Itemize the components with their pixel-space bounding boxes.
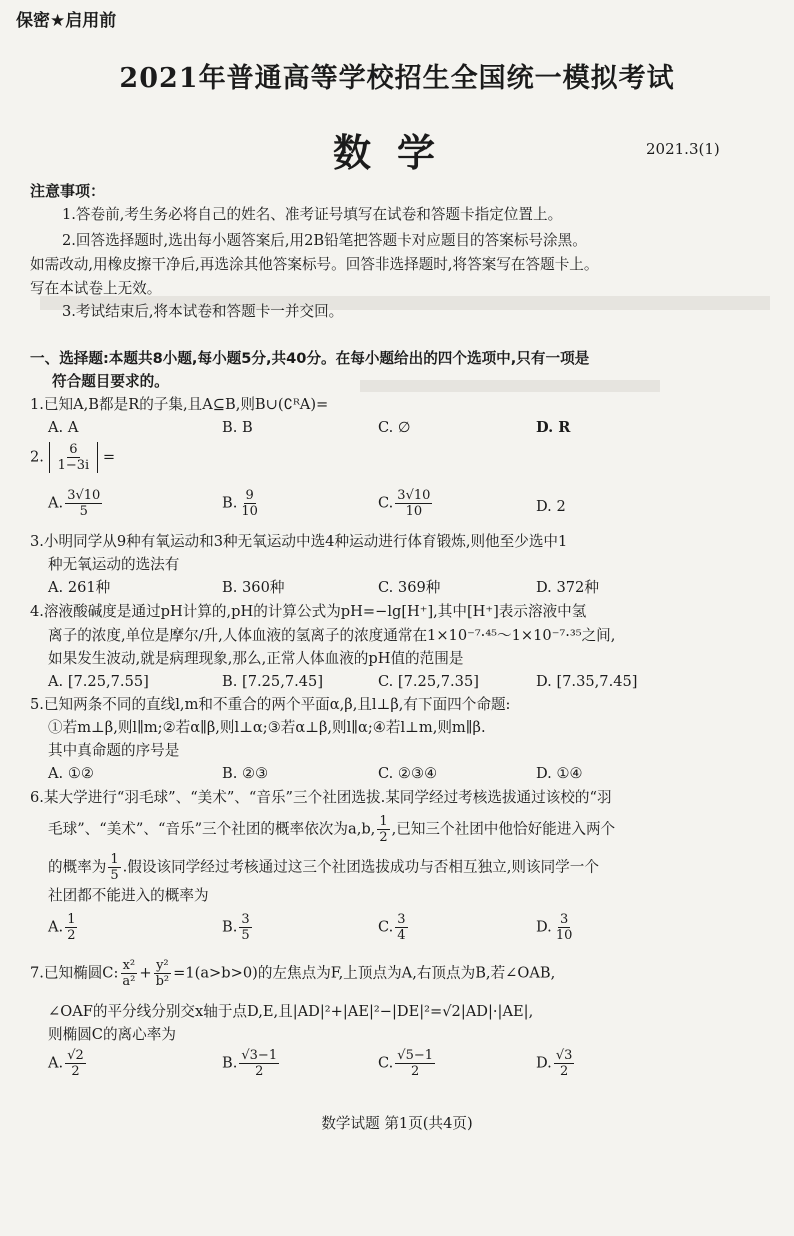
- question-stem: 其中真命题的序号是: [48, 742, 180, 759]
- option-c: C. [7.25,7.35]: [378, 673, 479, 690]
- denominator: 10: [555, 928, 573, 943]
- section-heading: 符合题目要求的。: [52, 373, 169, 390]
- option-d: D. 372种: [536, 579, 599, 596]
- question-stem: 种无氧运动的选法有: [48, 556, 180, 573]
- fraction: [56, 442, 92, 473]
- numerator: 9: [245, 488, 254, 503]
- question-stem: 1.已知A,B都是R的子集,且A⊆B,则B∪(∁ᴿA)=: [30, 396, 329, 413]
- text: +: [139, 964, 152, 982]
- page-footer: 数学试题 第1页(共4页): [321, 1115, 473, 1132]
- option-c: [378, 1048, 437, 1079]
- confidential-label: 保密★启用前: [16, 11, 117, 31]
- question-stem: [48, 814, 615, 845]
- denominator: 2: [379, 830, 388, 845]
- numerator: 3: [559, 912, 569, 927]
- fraction: [395, 1048, 435, 1079]
- notice-item: 3.考试结束后,将本试卷和答题卡一并交回。: [62, 303, 344, 320]
- denominator: 10: [405, 504, 423, 519]
- denominator: 1−3i: [57, 458, 90, 473]
- option-a: [48, 488, 104, 519]
- question-stem: [30, 958, 555, 989]
- option-d: [536, 1048, 576, 1079]
- option-label: B.: [222, 918, 238, 936]
- option-d: D. [7.35,7.45]: [536, 673, 638, 690]
- option-c: [378, 912, 410, 943]
- denominator: 5: [110, 868, 119, 883]
- option-d: [536, 912, 576, 943]
- option-b: B. B: [222, 419, 253, 436]
- question-stem: 5.已知两条不同的直线l,m和不重合的两个平面α,β,且l⊥β,有下面四个命题:: [30, 696, 511, 713]
- numerator: √3−1: [241, 1048, 278, 1063]
- notice-item: 1.答卷前,考生务必将自己的姓名、准考证号填写在试卷和答题卡指定位置上。: [62, 206, 563, 223]
- text: 的概率为: [48, 858, 107, 876]
- denominator: 2: [559, 1064, 569, 1079]
- fraction: [395, 488, 432, 519]
- denominator: 4: [397, 928, 406, 943]
- option-d: D. ①④: [536, 765, 583, 782]
- section-heading: 一、选择题:本题共8小题,每小题5分,共40分。在每小题给出的四个选项中,只有一项是: [30, 350, 590, 367]
- notice-item: 如需改动,用橡皮擦干净后,再选涂其他答案标号。回答非选择题时,将答案写在答题卡上。: [30, 256, 599, 273]
- denominator: 5: [241, 928, 250, 943]
- numerator: 1: [379, 814, 388, 829]
- option-label: A.: [48, 494, 64, 512]
- option-d: D. 2: [536, 498, 566, 515]
- question-stem: 离子的浓度,单位是摩尔/升,人体血液的氢离子的浓度通常在1×10⁻⁷·⁴⁵～1×10⁻⁷·³⁵之间,: [48, 627, 616, 644]
- option-c: C. 369种: [378, 579, 441, 596]
- denominator: a²: [122, 974, 136, 989]
- fraction: [65, 912, 77, 943]
- numerator: 3: [241, 912, 250, 927]
- option-b: [222, 488, 262, 519]
- question-stem: 如果发生波动,就是病理现象,那么,正常人体血液的pH值的范围是: [48, 650, 464, 667]
- numerator: 1: [110, 852, 119, 867]
- question-stem: 3.小明同学从9种有氧运动和3种无氧运动中选4种运动进行体育锻炼,则他至少选中1: [30, 533, 568, 550]
- option-label: C.: [378, 918, 394, 936]
- fraction: [65, 488, 102, 519]
- text: ,已知三个社团中他恰好能进入两个: [391, 820, 616, 838]
- option-a: A. ①②: [48, 765, 94, 782]
- text: 毛球”、“美术”、“音乐”三个社团的概率依次为a,b,: [48, 820, 376, 838]
- option-label: D.: [536, 1054, 552, 1072]
- absolute-value: [49, 442, 99, 473]
- option-c: C. ∅: [378, 419, 411, 436]
- option-a: A. [7.25,7.55]: [48, 673, 149, 690]
- question-stem: 6.某大学进行“羽毛球”、“美术”、“音乐”三个社团选拔.某同学经过考核选拔通过该校的“羽: [30, 789, 612, 806]
- denominator: 2: [255, 1064, 264, 1079]
- equals-sign: =: [102, 448, 116, 466]
- option-label: C.: [378, 494, 394, 512]
- denominator: 2: [71, 1064, 80, 1079]
- text: .假设该同学经过考核通过这三个社团选拔成功与否相互独立,则该同学一个: [122, 858, 599, 876]
- fraction: [395, 912, 407, 943]
- subject-title: 数学: [332, 130, 461, 175]
- option-b: B. [7.25,7.45]: [222, 673, 324, 690]
- question-stem: 社团都不能进入的概率为: [48, 887, 209, 904]
- option-label: B.: [222, 1054, 238, 1072]
- exam-title: 2021年普通高等学校招生全国统一模拟考试: [119, 63, 675, 94]
- denominator: 5: [79, 504, 88, 519]
- option-a: A. 261种: [48, 579, 111, 596]
- question-stem: [48, 852, 599, 883]
- notice-item: 写在本试卷上无效。: [30, 280, 162, 297]
- denominator: 2: [411, 1064, 420, 1079]
- option-a: [48, 1048, 88, 1079]
- option-label: A.: [48, 918, 64, 936]
- bleed-through-mark: [360, 380, 660, 392]
- option-a: A. A: [48, 419, 79, 436]
- option-c: C. ②③④: [378, 765, 438, 782]
- fraction: [120, 958, 137, 989]
- exam-date: 2021.3(1): [646, 140, 720, 158]
- fraction: [108, 852, 120, 883]
- fraction: [554, 1048, 575, 1079]
- question-stem: ∠OAF的平分线分别交x轴于点D,E,且|AD|²+|AE|²−|DE|²=√2|AD|·|AE|,: [48, 1003, 534, 1020]
- text: 7.已知椭圆C:: [30, 964, 119, 982]
- option-b: [222, 912, 254, 943]
- option-label: A.: [48, 1054, 64, 1072]
- question-stem: 4.溶液酸碱度是通过pH计算的,pH的计算公式为pH=−lg[H⁺],其中[H⁺]表示溶液中氢: [30, 603, 587, 620]
- numerator: x²: [122, 958, 136, 973]
- numerator: √5−1: [397, 1048, 434, 1063]
- fraction: [239, 488, 260, 519]
- option-c: [378, 488, 434, 519]
- notice-item: 2.回答选择题时,选出每小题答案后,用2B铅笔把答题卡对应题目的答案标号涂黑。: [62, 232, 587, 249]
- text: =1(a>b>0)的左焦点为F,上顶点为A,右顶点为B,若∠OAB,: [173, 964, 556, 982]
- denominator: 2: [67, 928, 76, 943]
- numerator: 1: [67, 912, 76, 927]
- option-b: B. ②③: [222, 765, 269, 782]
- notice-heading: 注意事项：: [30, 182, 106, 200]
- option-d: D. R: [536, 419, 571, 436]
- fraction: [65, 1048, 86, 1079]
- question-stem: 则椭圆C的离心率为: [48, 1026, 176, 1043]
- numerator: √2: [67, 1048, 84, 1063]
- numerator: 3: [397, 912, 406, 927]
- fraction: [377, 814, 389, 845]
- fraction: [154, 958, 172, 989]
- option-label: D.: [536, 918, 552, 936]
- denominator: b²: [155, 974, 170, 989]
- fraction: [239, 912, 251, 943]
- question-stem: [30, 442, 115, 473]
- option-label: C.: [378, 1054, 394, 1072]
- fraction: [554, 912, 575, 943]
- option-b: B. 360种: [222, 579, 285, 596]
- option-b: [222, 1048, 281, 1079]
- numerator: 3√10: [67, 488, 101, 503]
- option-label: B.: [222, 494, 238, 512]
- numerator: √3: [555, 1048, 573, 1063]
- question-stem: ①若m⊥β,则l∥m;②若α∥β,则l⊥α;③若α⊥β,则l∥α;④若l⊥m,则m∥β.: [48, 719, 486, 736]
- fraction: [239, 1048, 279, 1079]
- denominator: 10: [241, 504, 258, 519]
- numerator: 3√10: [397, 488, 431, 503]
- numerator: 6: [69, 442, 78, 457]
- option-a: [48, 912, 79, 943]
- question-number: 2.: [30, 448, 44, 466]
- numerator: y²: [156, 958, 169, 973]
